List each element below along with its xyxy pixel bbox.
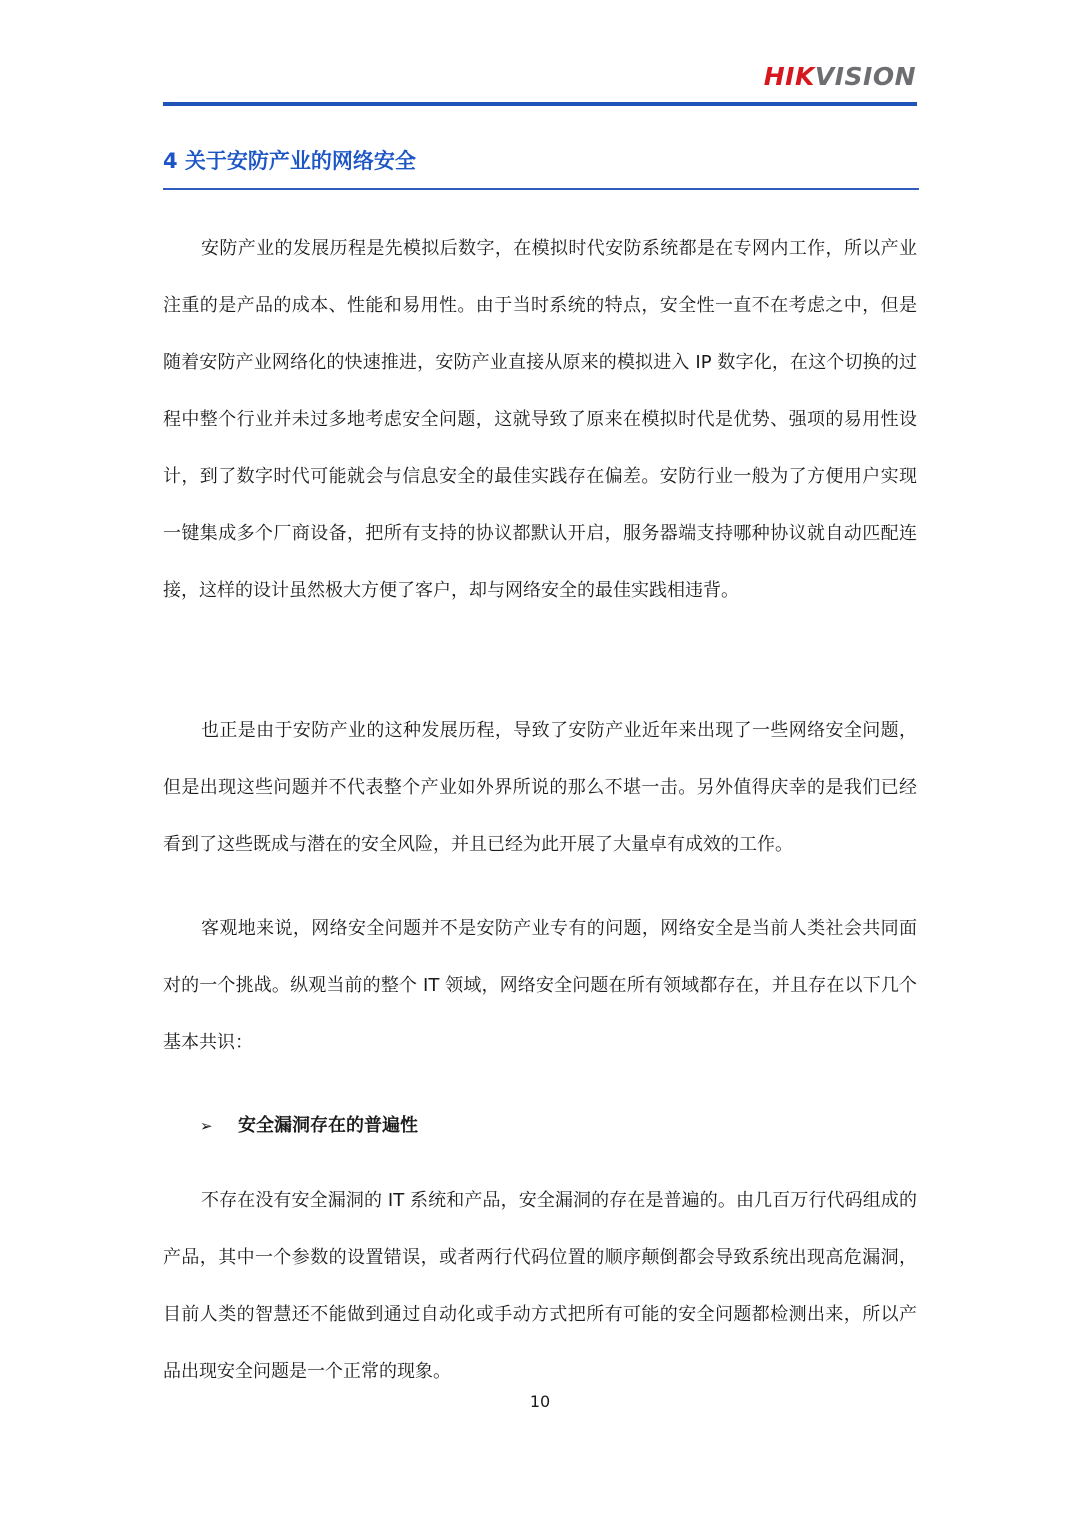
arrow-bullet-icon: ➢	[200, 1117, 213, 1135]
section-heading: 4 关于安防产业的网络安全	[163, 149, 416, 173]
bullet-heading	[200, 1110, 418, 1142]
paragraph-4: 不存在没有安全漏洞的 IT 系统和产品，安全漏洞的存在是普遍的。由几百万行代码组成的产品，其中一个参数的设置错误，或者两行代码位置的顺序颠倒都会导致系统出现高危漏洞，目前人类的智慧还不能做到通过自动化或手动方式把所有可能的安全问题都检测出来，所以产品出现安全问题是一个正常的现象。	[163, 1190, 917, 1382]
logo-gray-part: VISION	[814, 62, 916, 91]
header-divider	[163, 102, 917, 106]
paragraph-3: 客观地来说，网络安全问题并不是安防产业专有的问题，网络安全是当前人类社会共同面对的一个挑战。纵观当前的整个 IT 领域，网络安全问题在所有领域都存在，并且存在以下几个基本共识：	[163, 918, 917, 1053]
page-number: 10	[529, 1392, 551, 1411]
bullet-heading-label: 安全漏洞存在的普遍性	[238, 1115, 418, 1136]
paragraph-1: 安防产业的发展历程是先模拟后数字，在模拟时代安防系统都是在专网内工作，所以产业注重的是产品的成本、性能和易用性。由于当时系统的特点，安全性一直不在考虑之中，但是随着安防产业网络化的快速推进，安防产业直接从原来的模拟进入 IP 数字化，在这个切换的过程中整个行业并未过多地考虑安全问题，这就导致了原来在模拟时代是优势、强项的易用性设计，到了数字时代可能就会与信息安全的最佳实践存在偏差。安防行业一般为了方便用户实现一键集成多个厂商设备，把所有支持的协议都默认开启，服务器端支持哪种协议就自动匹配连接，这样的设计虽然极大方便了客户，却与网络安全的最佳实践相违背。	[163, 238, 917, 601]
logo-red-part: HIK	[763, 62, 815, 91]
section-heading-underline	[163, 188, 919, 190]
hikvision-logo	[764, 62, 916, 92]
paragraph-2: 也正是由于安防产业的这种发展历程，导致了安防产业近年来出现了一些网络安全问题，但是出现这些问题并不代表整个产业如外界所说的那么不堪一击。另外值得庆幸的是我们已经看到了这些既成与潜在的安全风险，并且已经为此开展了大量卓有成效的工作。	[163, 720, 917, 855]
